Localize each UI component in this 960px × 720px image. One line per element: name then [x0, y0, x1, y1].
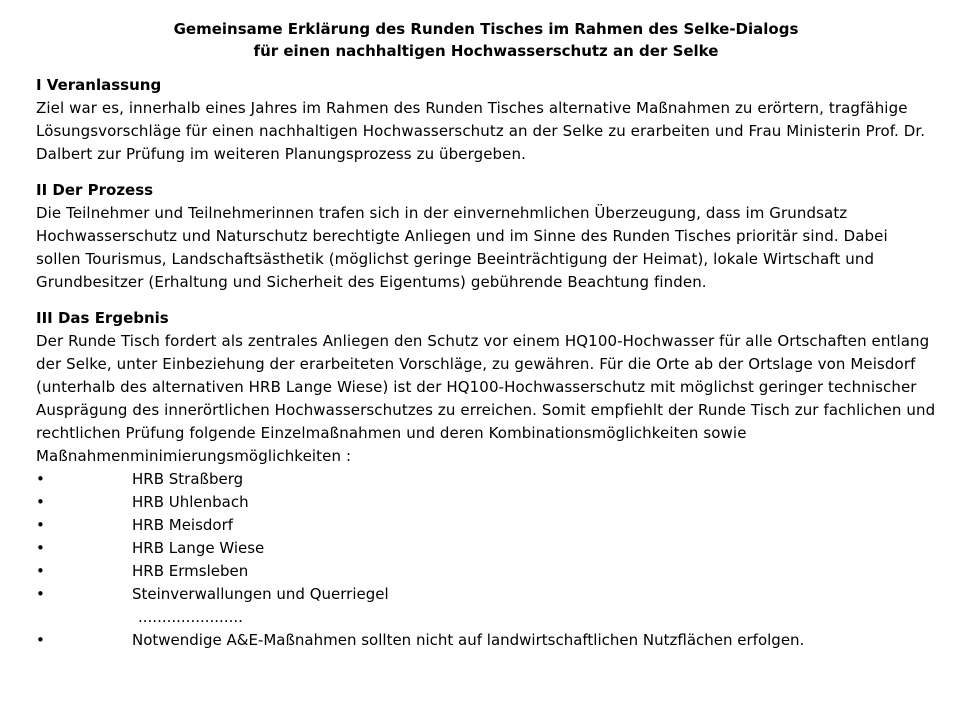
title-line-1: Gemeinsame Erklärung des Runden Tisches im Rahmen des Selke-Dialogs — [173, 20, 799, 38]
bullet-icon: • — [36, 516, 45, 534]
measure-label: HRB Meisdorf — [132, 516, 234, 534]
document-title — [36, 18, 936, 62]
measure-label: HRB Ermsleben — [132, 562, 249, 580]
measures-list — [36, 468, 936, 606]
bullet-icon: • — [36, 470, 45, 488]
section-veranlassung — [36, 74, 936, 166]
bullet-icon: • — [36, 585, 45, 603]
section-heading: III Das Ergebnis — [36, 309, 169, 327]
measure-label: HRB Uhlenbach — [132, 493, 249, 511]
section-prozess — [36, 179, 936, 294]
list-item — [36, 583, 936, 606]
section-heading: II Der Prozess — [36, 181, 154, 199]
list-item — [36, 468, 936, 491]
measure-label: HRB Lange Wiese — [132, 539, 265, 557]
measure-label: Steinverwallungen und Querriegel — [132, 585, 389, 603]
list-item — [36, 491, 936, 514]
bullet-icon: • — [36, 493, 45, 511]
measure-label: HRB Straßberg — [132, 470, 244, 488]
list-item — [36, 514, 936, 537]
section-ergebnis — [36, 307, 936, 652]
document-page — [36, 18, 936, 652]
section-paragraph: Der Runde Tisch fordert als zentrales Anliegen den Schutz vor einem HQ100-Hochwasser für alle Ortschaften entlang der Selke, unter Einbeziehung der erarbeiteten Vorschläge, zu gewähren. Für die Orte ab der Ortslage von Meisdorf (unterhalb des alternativen HRB Lange Wiese) ist der HQ100-Hochwasserschutz mit möglichst geringer technischer Ausprägung des innerörtlichen Hochwasserschutzes zu erreichen. Somit empfiehlt der Runde Tisch zur fachlichen und rechtlichen Prüfung folgende Einzelmaßnahmen und deren Kombinationsmöglichkeiten sowie Maßnahmenminimierungsmöglichkeiten : — [36, 332, 936, 465]
bullet-icon: • — [36, 631, 45, 649]
section-paragraph: Ziel war es, innerhalb eines Jahres im Rahmen des Runden Tisches alternative Maßnahmen zu erörtern, tragfähige Lösungsvorschläge für einen nachhaltigen Hochwasserschutz an der Selke zu erarbeiten und Frau Ministerin Prof. Dr. Dalbert zur Prüfung im weiteren Planungsprozess zu übergeben. — [36, 99, 926, 163]
final-note-text: Notwendige A&E-Maßnahmen sollten nicht auf landwirtschaftlichen Nutzflächen erfolgen. — [132, 631, 805, 649]
title-line-2: für einen nachhaltigen Hochwasserschutz an der Selke — [253, 42, 719, 60]
bullet-icon: • — [36, 562, 45, 580]
section-heading: I Veranlassung — [36, 76, 162, 94]
bullet-icon: • — [36, 539, 45, 557]
final-note-list — [36, 629, 936, 652]
list-item — [36, 560, 936, 583]
list-item — [36, 537, 936, 560]
list-item — [36, 629, 936, 652]
ellipsis-placeholder: ...................... — [138, 608, 243, 626]
section-paragraph: Die Teilnehmer und Teilnehmerinnen trafen sich in der einvernehmlichen Überzeugung, dass im Grundsatz Hochwasserschutz und Naturschutz berechtigte Anliegen und im Sinne des Runden Tisches prioritär sind. Dabei sollen Tourismus, Landschaftsästhetik (möglichst geringe Beeinträchtigung der Heimat), lokale Wirtschaft und Grundbesitzer (Erhaltung und Sicherheit des Eigentums) gebührende Beachtung finden. — [36, 204, 888, 291]
